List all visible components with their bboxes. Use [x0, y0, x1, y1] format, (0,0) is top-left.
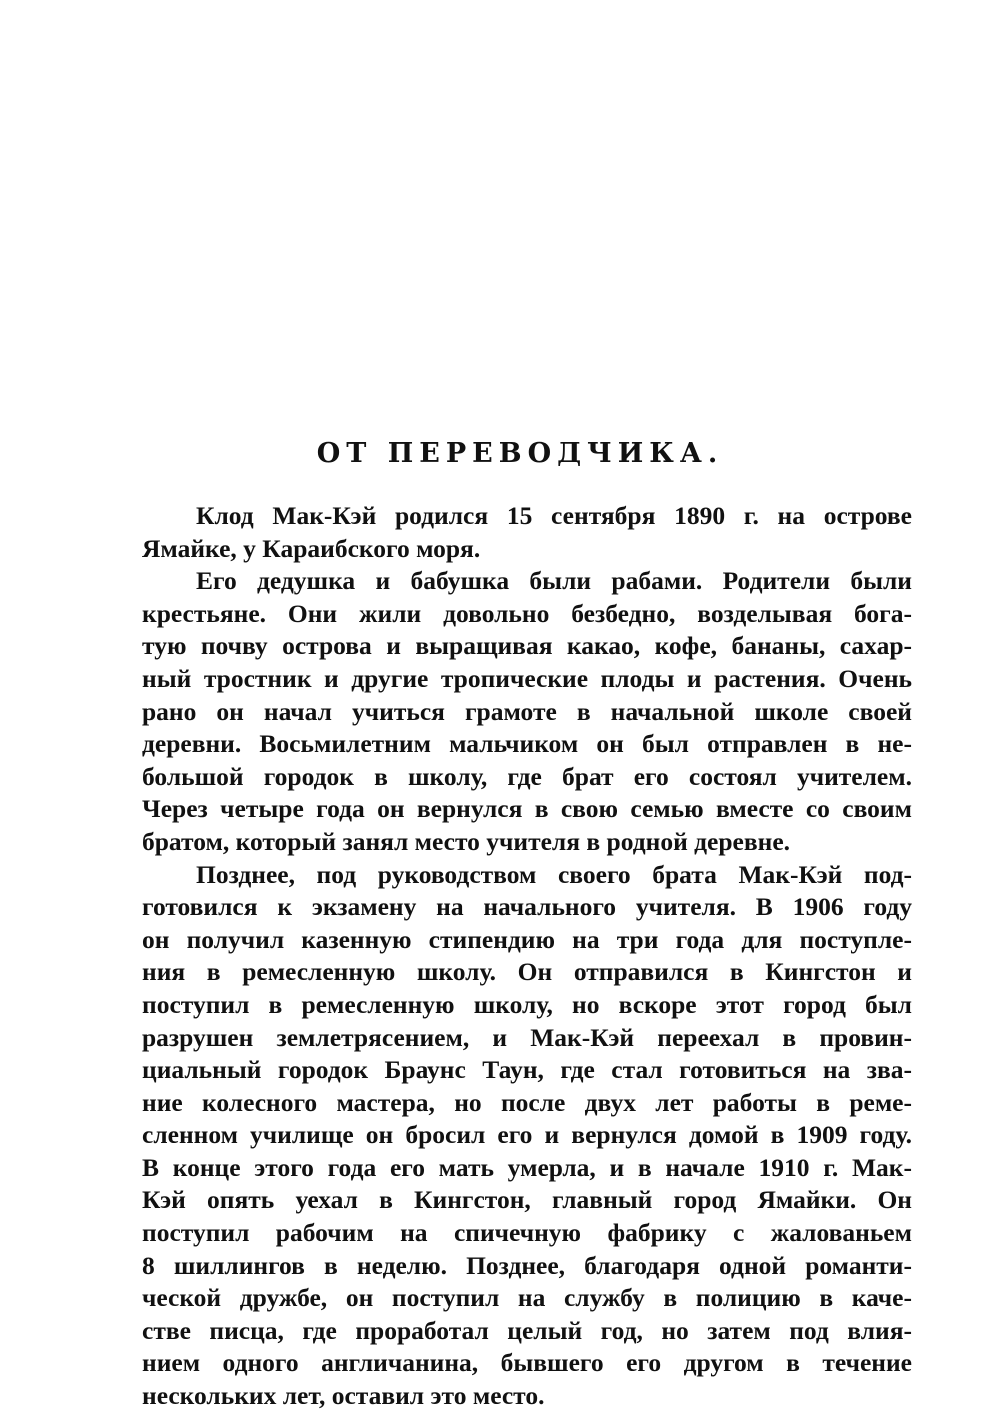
text-line: поступил рабочим на спичечную фабрику с жалованьем [142, 1218, 912, 1248]
text-line: сленном училище он бросил его и вернулся домой в 1909 году. [142, 1120, 912, 1150]
text-line: большой городок в школу, где брат его состоял учителем. [142, 761, 912, 791]
text-line: разрушен землетрясением, и Мак-Кэй переехал в провин- [142, 1022, 912, 1052]
text-line: ния в ремесленную школу. Он отправился в Кингстон и [142, 957, 912, 987]
text-line: Позднее, под руководством своего брата Мак-Кэй под- [196, 859, 912, 889]
text-line: Кэй опять уехал в Кингстон, главный город Ямайки. Он [142, 1185, 912, 1215]
text-line: он получил казенную стипендию на три года для поступле- [142, 924, 912, 954]
text-line: нескольких лет, оставил это место. [142, 1381, 545, 1411]
text-line: крестьяне. Они жили довольно безбедно, возделывая бога- [142, 598, 912, 628]
text-line: Через четыре года он вернулся в свою семью вместе со своим [142, 794, 912, 824]
text-line: нием одного англичанина, бывшего его другом в течение [142, 1348, 912, 1378]
text-line: деревни. Восьмилетним мальчиком он был отправлен в не- [142, 729, 912, 759]
text-line: ние колесного мастера, но после двух лет работы в реме- [142, 1087, 912, 1117]
text-line: Ямайке, у Караибского моря. [142, 533, 481, 563]
text-line: циальный городок Браунс Таун, где стал готовиться на зва- [142, 1055, 912, 1085]
text-line: ческой дружбе, он поступил на службу в полицию в каче- [142, 1283, 912, 1313]
text-line: 8 шиллингов в неделю. Позднее, благодаря одной романти- [142, 1250, 912, 1280]
text-line: рано он начал учиться грамоте в начальной школе своей [142, 696, 912, 726]
text-line: стве писца, где проработал целый год, но затем под влия- [142, 1315, 912, 1345]
text-line: тую почву острова и выращивая какао, кофе, бананы, сахар- [142, 631, 912, 661]
text-line: готовился к экзамену на начального учителя. В 1906 году [142, 892, 912, 922]
body-text [142, 500, 912, 1413]
page-heading: ОТ ПЕРЕВОДЧИКА. [316, 438, 724, 469]
text-line: Его дедушка и бабушка были рабами. Родители были [196, 566, 912, 596]
text-line: В конце этого года его мать умерла, и в начале 1910 г. Мак- [142, 1152, 912, 1182]
text-line: братом, который занял место учителя в родной деревне. [142, 826, 791, 856]
text-line: ный тростник и другие тропические плоды и растения. Очень [142, 663, 912, 693]
text-line: Клод Мак-Кэй родился 15 сентября 1890 г. на острове [196, 501, 912, 530]
text-line: поступил в ремесленную школу, но вскоре этот город был [142, 989, 912, 1019]
